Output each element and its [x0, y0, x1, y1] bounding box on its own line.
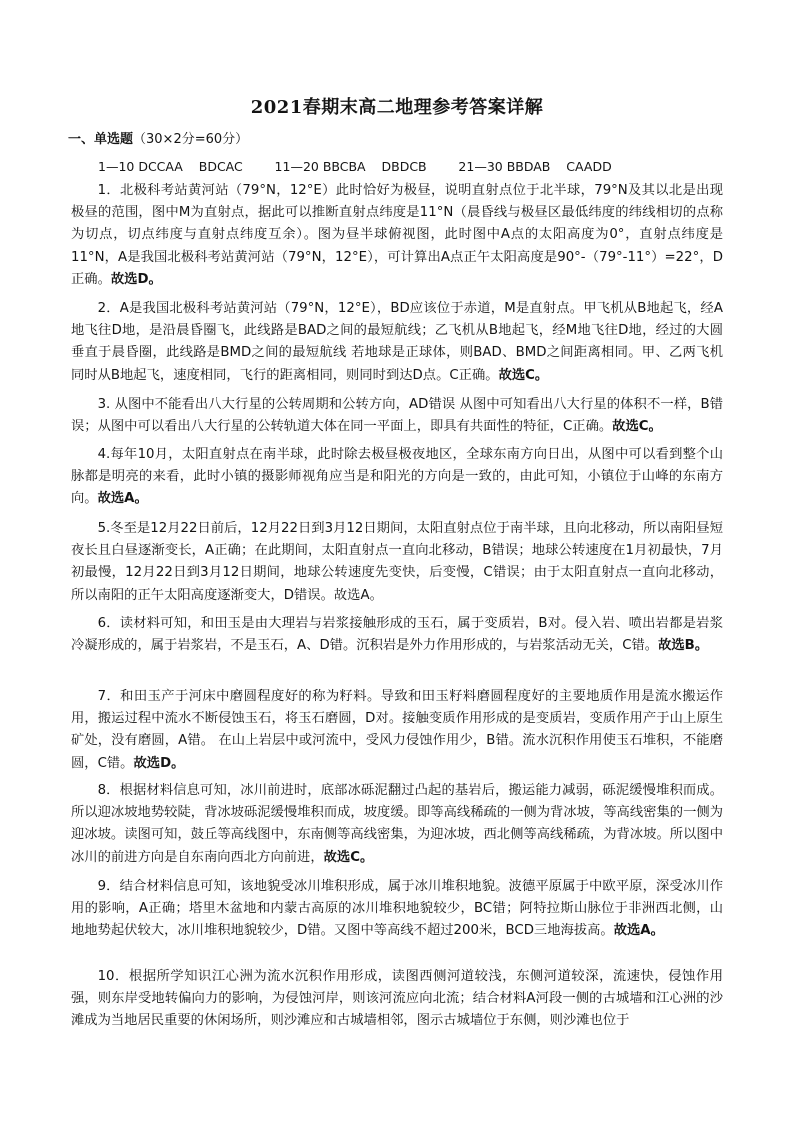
explanation-paragraph: [71, 876, 723, 943]
section-heading: [68, 128, 248, 147]
document-title: 2021春期末高二地理参考答案详解: [250, 97, 544, 118]
paragraph-text: 7．和田玉产于河床中磨圆程度好的称为籽料。导致和田玉籽料磨圆程度好的主要地质作用是流水搬运作用，搬运过程中流水不断侵蚀玉石，将玉石磨圆，D对。接触变质作用形成的是变质岩，变质作用产于山上原生矿处，没有磨圆，A错。 在山上岩层中或河流中，受风力侵蚀作用少，B错。流水沉积作用使玉石堆积，不能磨圆，C错。: [71, 689, 723, 771]
section-label: 一、单选题: [68, 132, 134, 147]
explanation-paragraph: [71, 686, 723, 775]
paragraph-text: 1．北极科考站黄河站（79°N，12°E）此时恰好为极昼，说明直射点位于北半球，79°N及其以北是出现极昼的范围，图中M为直射点，据此可以推断直射点纬度是11°N（晨昏线与极昼区最低纬度的纬线相切的点称为切点，切点纬度与直射点纬度互余）。图为昼半球俯视图，此时图中A点的太阳高度为0°，直射点纬度是11°N，A是我国北极科考站黄河站（79°N，12°E），可计算出A点正午太阳高度是90°-（79°-11°）=22°，D正确。: [71, 183, 723, 287]
explanation-paragraph: [71, 298, 723, 387]
paragraph-conclusion: 故选C。: [612, 419, 662, 435]
paragraph-text: 4.每年10月，太阳直射点在南半球，此时除去极昼极夜地区，全球东南方向日出，从图中可以看到整个山脉都是明亮的来看，此时小镇的摄影师视角应当是和阳光的方向是一致的，由此可知，小镇位于山峰的东南方向。: [71, 447, 723, 507]
answer-key-line: 1—10 DCCAA BDCAC 11—20 BBCBA DBDCB 21—30 BBDAB CAADD: [98, 159, 612, 174]
section-score: （30×2分=60分）: [133, 132, 249, 147]
explanation-paragraph: [71, 613, 723, 657]
paragraph-text: 5.冬至是12月22日前后，12月22日到3月12日期间，太阳直射点位于南半球，且向北移动，所以南阳昼短夜长且白昼逐渐变长，A正确；在此期间，太阳直射点一直向北移动，B错误；地球公转速度在1月初最快，7月初最慢，12月22日到3月12日期间，地球公转速度先变快，后变慢，C错误；由于太阳直射点一直向北移动，所以南阳的正午太阳高度逐渐变大，D错误。故选A。: [71, 521, 723, 603]
paragraph-text: 8．根据材料信息可知，冰川前进时，底部冰砾泥翻过凸起的基岩后，搬运能力减弱，砾泥缓慢堆积而成。所以迎冰坡地势较陡，背冰坡砾泥缓慢堆积而成，坡度缓。即等高线稀疏的一侧为背冰坡，等高线密集的一侧为迎冰坡。读图可知，鼓丘等高线图中，东南侧等高线密集，为迎冰坡，西北侧等高线稀疏，为背冰坡。所以图中冰川的前进方向是自东南向西北方向前进，: [71, 783, 723, 865]
paragraph-conclusion: 故选B。: [658, 638, 709, 654]
explanation-paragraph: [71, 394, 723, 438]
paragraph-conclusion: 故选D。: [110, 271, 162, 287]
explanation-paragraph: [71, 780, 723, 869]
paragraph-text: 9．结合材料信息可知，该地貌受冰川堆积形成，属于冰川堆积地貌。波德平原属于中欧平原，深受冰川作用的影响，A正确；塔里木盆地和内蒙古高原的冰川堆积地貌较少，BC错；阿特拉斯山脉位于非洲西北侧，山地地势起伏较大，冰川堆积地貌较少，D错。又图中等高线不超过200米，BCD三地海拔高。: [71, 879, 723, 939]
paragraph-conclusion: 故选C。: [498, 367, 549, 383]
explanation-paragraph: [71, 444, 723, 511]
explanation-paragraph: [71, 518, 723, 607]
paragraph-conclusion: 故选C。: [323, 849, 374, 865]
paragraph-text: 2．A是我国北极科考站黄河站（79°N，12°E），BD应该位于赤道，M是直射点。甲飞机从B地起飞，经A地飞往D地，是沿晨昏圈飞，此线路是BAD之间的最短航线；乙飞机从B地起飞，经M地飞往D地，经过的大圆垂直于晨昏圈，此线路是BMD之间的最短航线 若地球是正球体，则BAD、BMD之间距离相同。甲、乙两飞机同时从B地起飞，速度相同，飞行的距离相同，则同时到达D点。C正确。: [71, 301, 723, 383]
paragraph-text: 3. 从图中不能看出八大行星的公转周期和公转方向，AD错误 从图中可知看出八大行星的体积不一样，B错误；从图中可以看出八大行星的公转轨道大体在同一平面上，即具有共面性的特征，C正确。: [71, 397, 723, 435]
paragraph-conclusion: 故选D。: [133, 755, 185, 771]
paragraph-text: 10．根据所学知识江心洲为流水沉积作用形成，读图西侧河道较浅，东侧河道较深，流速快，侵蚀作用强，则东岸受地转偏向力的影响，为侵蚀河岸，则该河流应向北流；结合材料A河段一侧的古城墙和江心洲的沙滩成为当地居民重要的休闲场所，则沙滩应和古城墙相邻，图示古城墙位于东侧，则沙滩也位于: [71, 969, 723, 1029]
explanation-paragraph: [71, 180, 723, 291]
paragraph-conclusion: 故选A。: [97, 491, 148, 507]
explanation-paragraph: [71, 966, 723, 1033]
paragraph-conclusion: 故选A。: [613, 923, 664, 939]
paragraph-text: 6．读材料可知，和田玉是由大理岩与岩浆接触形成的玉石，属于变质岩，B对。侵入岩、喷出岩都是岩浆冷凝形成的，属于岩浆岩，不是玉石，A、D错。沉积岩是外力作用形成的，与岩浆活动无关，C错。: [71, 616, 723, 654]
